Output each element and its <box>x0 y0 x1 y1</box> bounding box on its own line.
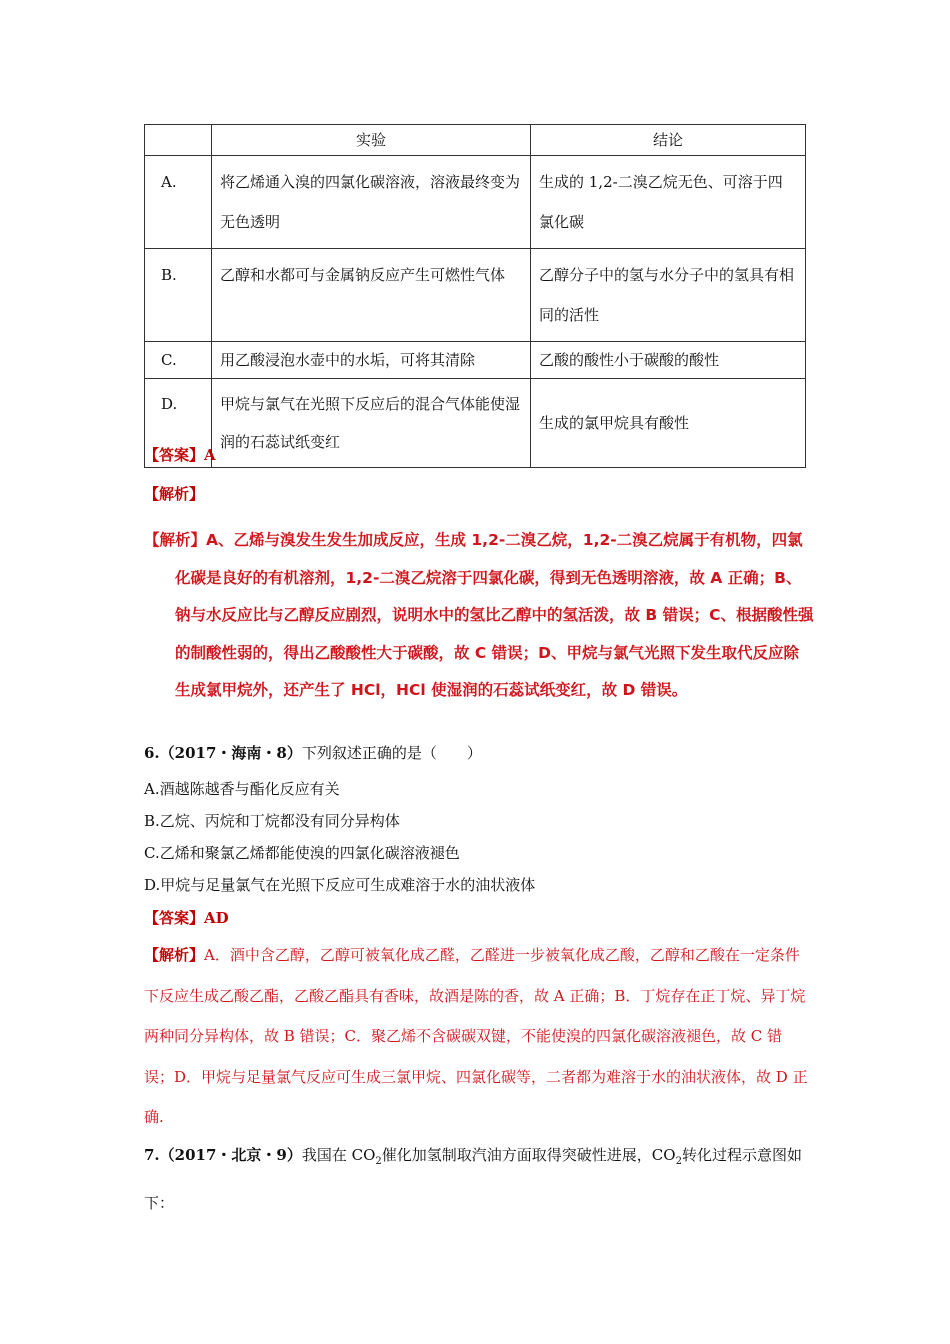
row-option: A. <box>145 156 212 249</box>
q6-option-c: C.乙烯和聚氯乙烯都能使溴的四氯化碳溶液褪色 <box>144 844 460 862</box>
row-option: D. <box>145 379 212 468</box>
q6-title <box>144 742 482 763</box>
table-header-row <box>145 125 806 156</box>
q6-option-b: B.乙烷、丙烷和丁烷都没有同分异构体 <box>144 812 400 830</box>
experiment-table <box>144 124 806 468</box>
table-row <box>145 342 806 379</box>
row-conclusion: 生成的 1,2-二溴乙烷无色、可溶于四氯化碳 <box>531 156 806 249</box>
q7-sub-2: 2 <box>675 1156 682 1167</box>
table-row <box>145 156 806 249</box>
row-conclusion: 乙酸的酸性小于碳酸的酸性 <box>531 342 806 379</box>
q6-option-d: D.甲烷与足量氯气在光照下反应可生成难溶于水的油状液体 <box>144 876 536 894</box>
row-experiment: 乙醇和水都可与金属钠反应产生可燃性气体 <box>212 249 531 342</box>
row-conclusion: 乙醇分子中的氢与水分子中的氢具有相同的活性 <box>531 249 806 342</box>
row-conclusion: 生成的氯甲烷具有酸性 <box>531 379 806 468</box>
q7-text-3: 转化过程示意图如下： <box>144 1146 802 1212</box>
row-option: C. <box>145 342 212 379</box>
q7-sub-1: 2 <box>375 1156 382 1167</box>
q6-stem: 下列叙述正确的是（ ） <box>301 744 482 762</box>
q7-text-1: 我国在 CO <box>301 1146 376 1164</box>
q6-analysis <box>144 935 808 1138</box>
q5-analysis-text: 【解析】A、乙烯与溴发生发生加成反应，生成 1,2-二溴乙烷，1,2-二溴乙烷属于有机物，四氯化碳是良好的有机溶剂，1,2-二溴乙烷溶于四氯化碳，得到无色透明溶液，故 A 正确；B、钠与水反应比与乙醇反应剧烈，说明水中的氢比乙醇中的氢活泼，故 B 错误；C、根据酸性强的制酸性弱的，得出乙酸酸性大于碳酸，故 C 错误；D、甲烷与氯气光照下发生取代反应除生成氯甲烷外，还产生了 HCl，HCl 使湿润的石蕊试纸变红，故 D 错误。 <box>144 531 814 699</box>
row-experiment: 甲烷与氯气在光照下反应后的混合气体能使湿润的石蕊试纸变红 <box>212 379 531 468</box>
q5-answer: 【答案】A <box>144 446 216 464</box>
header-experiment: 实验 <box>212 125 531 156</box>
q7-text-2: 催化加氢制取汽油方面取得突破性进展，CO <box>381 1146 676 1164</box>
q6-source: 6.（2017・海南・8） <box>144 744 302 762</box>
row-experiment: 将乙烯通入溴的四氯化碳溶液，溶液最终变为无色透明 <box>212 156 531 249</box>
q6-analysis-text: A．酒中含乙醇，乙醇可被氧化成乙醛，乙醛进一步被氧化成乙酸，乙醇和乙酸在一定条件下反应生成乙酸乙酯，乙酸乙酯具有香味，故酒是陈的香，故 A 正确；B．丁烷存在正丁烷、异丁烷两种同分异构体，故 B 错误；C．聚乙烯不含碳碳双键，不能使溴的四氯化碳溶液褪色，故 C 错误；D．甲烷与足量氯气反应可生成三氯甲烷、四氯化碳等，二者都为难溶于水的油状液体，故 D 正确. <box>144 946 808 1126</box>
table-row <box>145 379 806 468</box>
q6-analysis-label: 【解析】 <box>144 946 205 964</box>
q6-option-a: A.酒越陈越香与酯化反应有关 <box>144 780 340 798</box>
q6-answer: 【答案】AD <box>144 909 229 927</box>
header-option <box>145 125 212 156</box>
header-conclusion: 结论 <box>531 125 806 156</box>
row-option: B. <box>145 249 212 342</box>
q5-analysis-label: 【解析】 <box>144 485 205 503</box>
table-row <box>145 249 806 342</box>
q7-title <box>144 1135 808 1223</box>
row-experiment: 用乙酸浸泡水壶中的水垢，可将其清除 <box>212 342 531 379</box>
q5-analysis <box>144 522 814 710</box>
q7-source: 7.（2017・北京・9） <box>144 1146 302 1164</box>
